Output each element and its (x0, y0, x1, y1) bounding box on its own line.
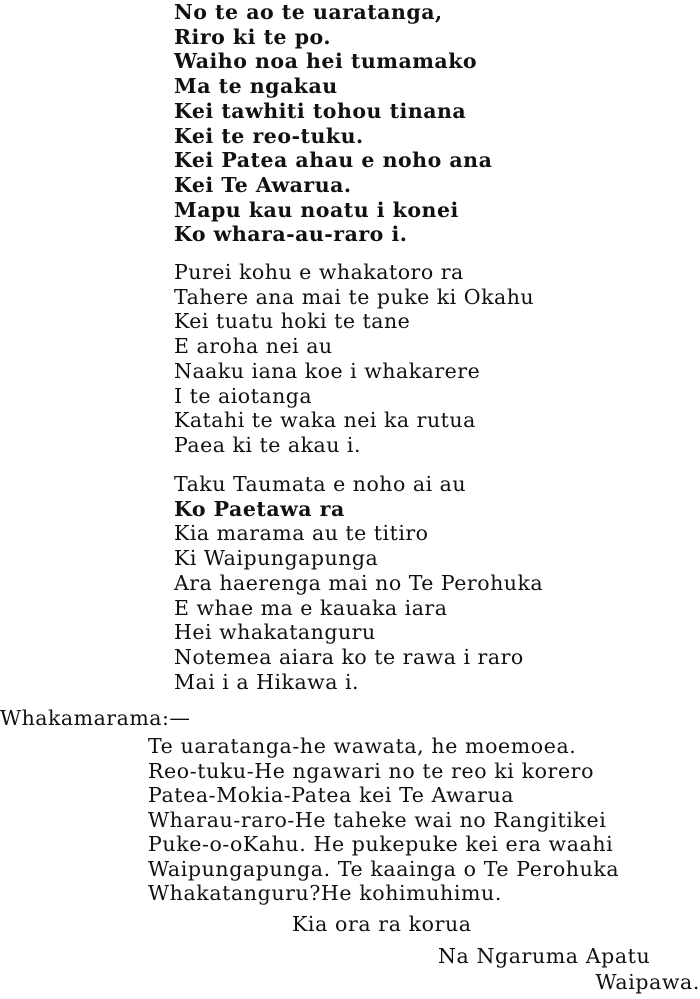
poem-line: Riro ki te po. (174, 24, 331, 49)
poem-line: Ara haerenga mai no Te Perohuka (174, 570, 544, 595)
note-line: Waipungapunga. Te kaainga o Te Perohuka (148, 856, 620, 881)
poem-line: Purei kohu e whakatoro ra (174, 260, 464, 284)
poem-line: Kei Te Awarua. (174, 172, 352, 197)
poem-line: No te ao te uaratanga, (174, 0, 443, 24)
signature: Na Ngaruma Apatu (438, 944, 651, 968)
poem-line: Waiho noa hei tumamako (174, 49, 478, 74)
poem-line: I te aiotanga (174, 383, 313, 408)
poem-stanza-2 (174, 260, 534, 458)
poem-line: Ko Paetawa ra (174, 496, 345, 521)
poem-line: Naaku iana koe i whakarere (174, 358, 481, 383)
closing-greeting: Kia ora ra korua (292, 912, 472, 936)
poem-stanza-1 (174, 0, 492, 247)
poem-line: Kei Patea ahau e noho ana (174, 148, 493, 173)
poem-line: Mai i a Hikawa i. (174, 669, 360, 694)
place-name: Waipawa. (595, 970, 700, 994)
poem-line: Tahere ana mai te puke ki Okahu (174, 284, 535, 309)
poem-line: Ki Waipungapunga (174, 546, 379, 571)
note-line: Te uaratanga-he wawata, he moemoea. (148, 734, 577, 758)
poem-line: Hei whakatanguru (174, 620, 376, 645)
notes-list (148, 734, 619, 906)
poem-line: Ma te ngakau (174, 74, 338, 99)
poem-line: Paea ki te akau i. (174, 432, 362, 457)
poem-line: Notemea aiara ko te rawa i raro (174, 644, 524, 669)
note-line: Puke-o-oKahu. He pukepuke kei era waahi (148, 832, 614, 856)
poem-line: Katahi te waka nei ka rutua (174, 408, 476, 433)
poem-line: Taku Taumata e noho ai au (174, 472, 467, 496)
poem-stanza-3 (174, 472, 543, 694)
note-line: Wharau-raro-He taheke wai no Rangitikei (148, 807, 607, 832)
poem-line: Kei tuatu hoki te tane (174, 309, 411, 334)
poem-line: Kia marama au te titiro (174, 521, 429, 546)
note-line: Patea-Mokia-Patea kei Te Awarua (148, 783, 515, 807)
note-line: Reo-tuku-He ngawari no te reo ki korero (148, 758, 595, 783)
poem-line: E aroha nei au (174, 334, 333, 359)
poem-line: Kei tawhiti tohou tinana (174, 98, 467, 123)
poem-line: Mapu kau noatu i konei (174, 197, 459, 222)
poem-line: Ko whara-au-raro i. (174, 222, 408, 247)
note-line: Whakatanguru?He kohimuhimu. (148, 881, 502, 905)
poem-line: E whae ma e kauaka iara (174, 595, 448, 620)
notes-heading: Whakamarama:— (0, 706, 191, 730)
poem-line: Kei te reo-tuku. (174, 123, 364, 148)
